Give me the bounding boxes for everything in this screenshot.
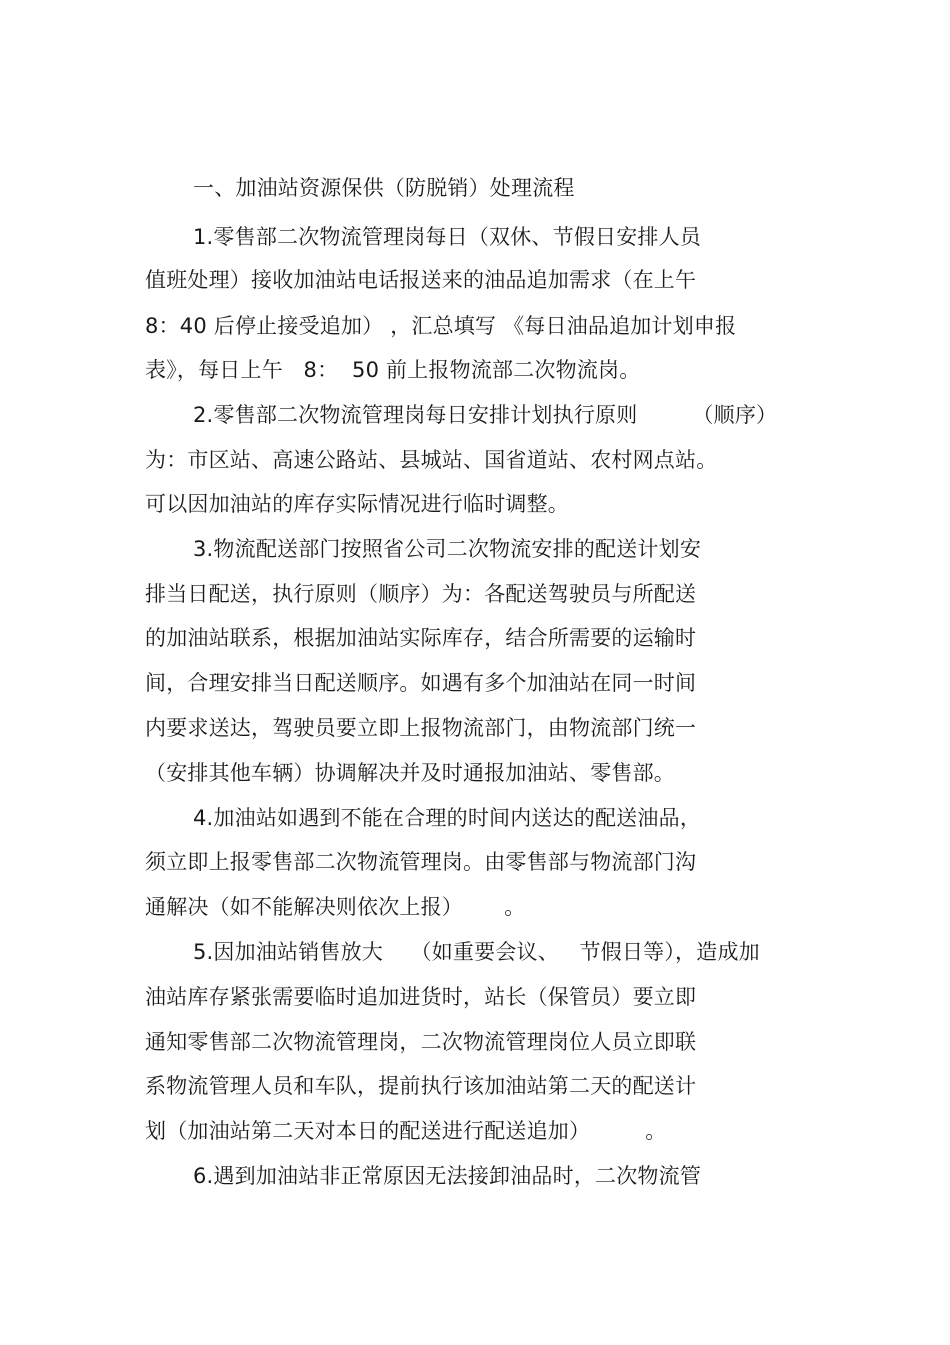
paragraph-3-line-4: 间，合理安排当日配送顺序。如遇有多个加油站在同一时间 — [145, 671, 697, 695]
paragraph-5-line-1: 5.因加油站销售放大 （如重要会议、 节假日等），造成加 — [193, 940, 760, 964]
paragraph-6-line-1: 6.遇到加油站非正常原因无法接卸油品时，二次物流管 — [193, 1164, 702, 1188]
paragraph-3-line-5: 内要求送达，驾驶员要立即上报物流部门，由物流部门统一 — [145, 716, 697, 740]
paragraph-1-line-2: 值班处理）接收加油站电话报送来的油品追加需求（在上午 — [145, 268, 697, 292]
paragraph-3-line-2: 排当日配送，执行原则（顺序）为：各配送驾驶员与所配送 — [145, 582, 697, 606]
paragraph-1-line-4: 表》，每日上午 8： 50 前上报物流部二次物流岗。 — [145, 358, 641, 382]
paragraph-2-line-2: 为：市区站、高速公路站、县城站、国省道站、农村网点站。 — [145, 448, 718, 472]
paragraph-4-line-1: 4.加油站如遇到不能在合理的时间内送达的配送油品， — [193, 806, 702, 830]
paragraph-5-line-3: 通知零售部二次物流管理岗，二次物流管理岗位人员立即联 — [145, 1030, 697, 1054]
paragraph-4-line-2: 须立即上报零售部二次物流管理岗。由零售部与物流部门沟 — [145, 850, 697, 874]
paragraph-3-line-3: 的加油站联系，根据加油站实际库存，结合所需要的运输时 — [145, 626, 697, 650]
paragraph-5-line-4: 系物流管理人员和车队，提前执行该加油站第二天的配送计 — [145, 1074, 697, 1098]
section-heading: 一、加油站资源保供（防脱销）处理流程 — [193, 176, 575, 200]
paragraph-1-line-1: 1.零售部二次物流管理岗每日（双休、节假日安排人员 — [193, 225, 702, 249]
paragraph-3-line-6: （安排其他车辆）协调解决并及时通报加油站、零售部。 — [145, 761, 675, 785]
paragraph-5-line-5: 划（加油站第二天对本日的配送进行配送追加） 。 — [145, 1119, 667, 1143]
paragraph-4-line-3: 通解决（如不能解决则依次上报） 。 — [145, 895, 526, 919]
paragraph-2-line-1: 2.零售部二次物流管理岗每日安排计划执行原则 （顺序） — [193, 403, 778, 427]
paragraph-5-line-2: 油站库存紧张需要临时追加进货时，站长（保管员）要立即 — [145, 985, 697, 1009]
paragraph-2-line-3: 可以因加油站的库存实际情况进行临时调整。 — [145, 492, 569, 516]
paragraph-3-line-1: 3.物流配送部门按照省公司二次物流安排的配送计划安 — [193, 537, 702, 561]
paragraph-1-line-3: 8：40 后停止接受追加） ，汇总填写 《每日油品追加计划申报 — [145, 314, 737, 338]
